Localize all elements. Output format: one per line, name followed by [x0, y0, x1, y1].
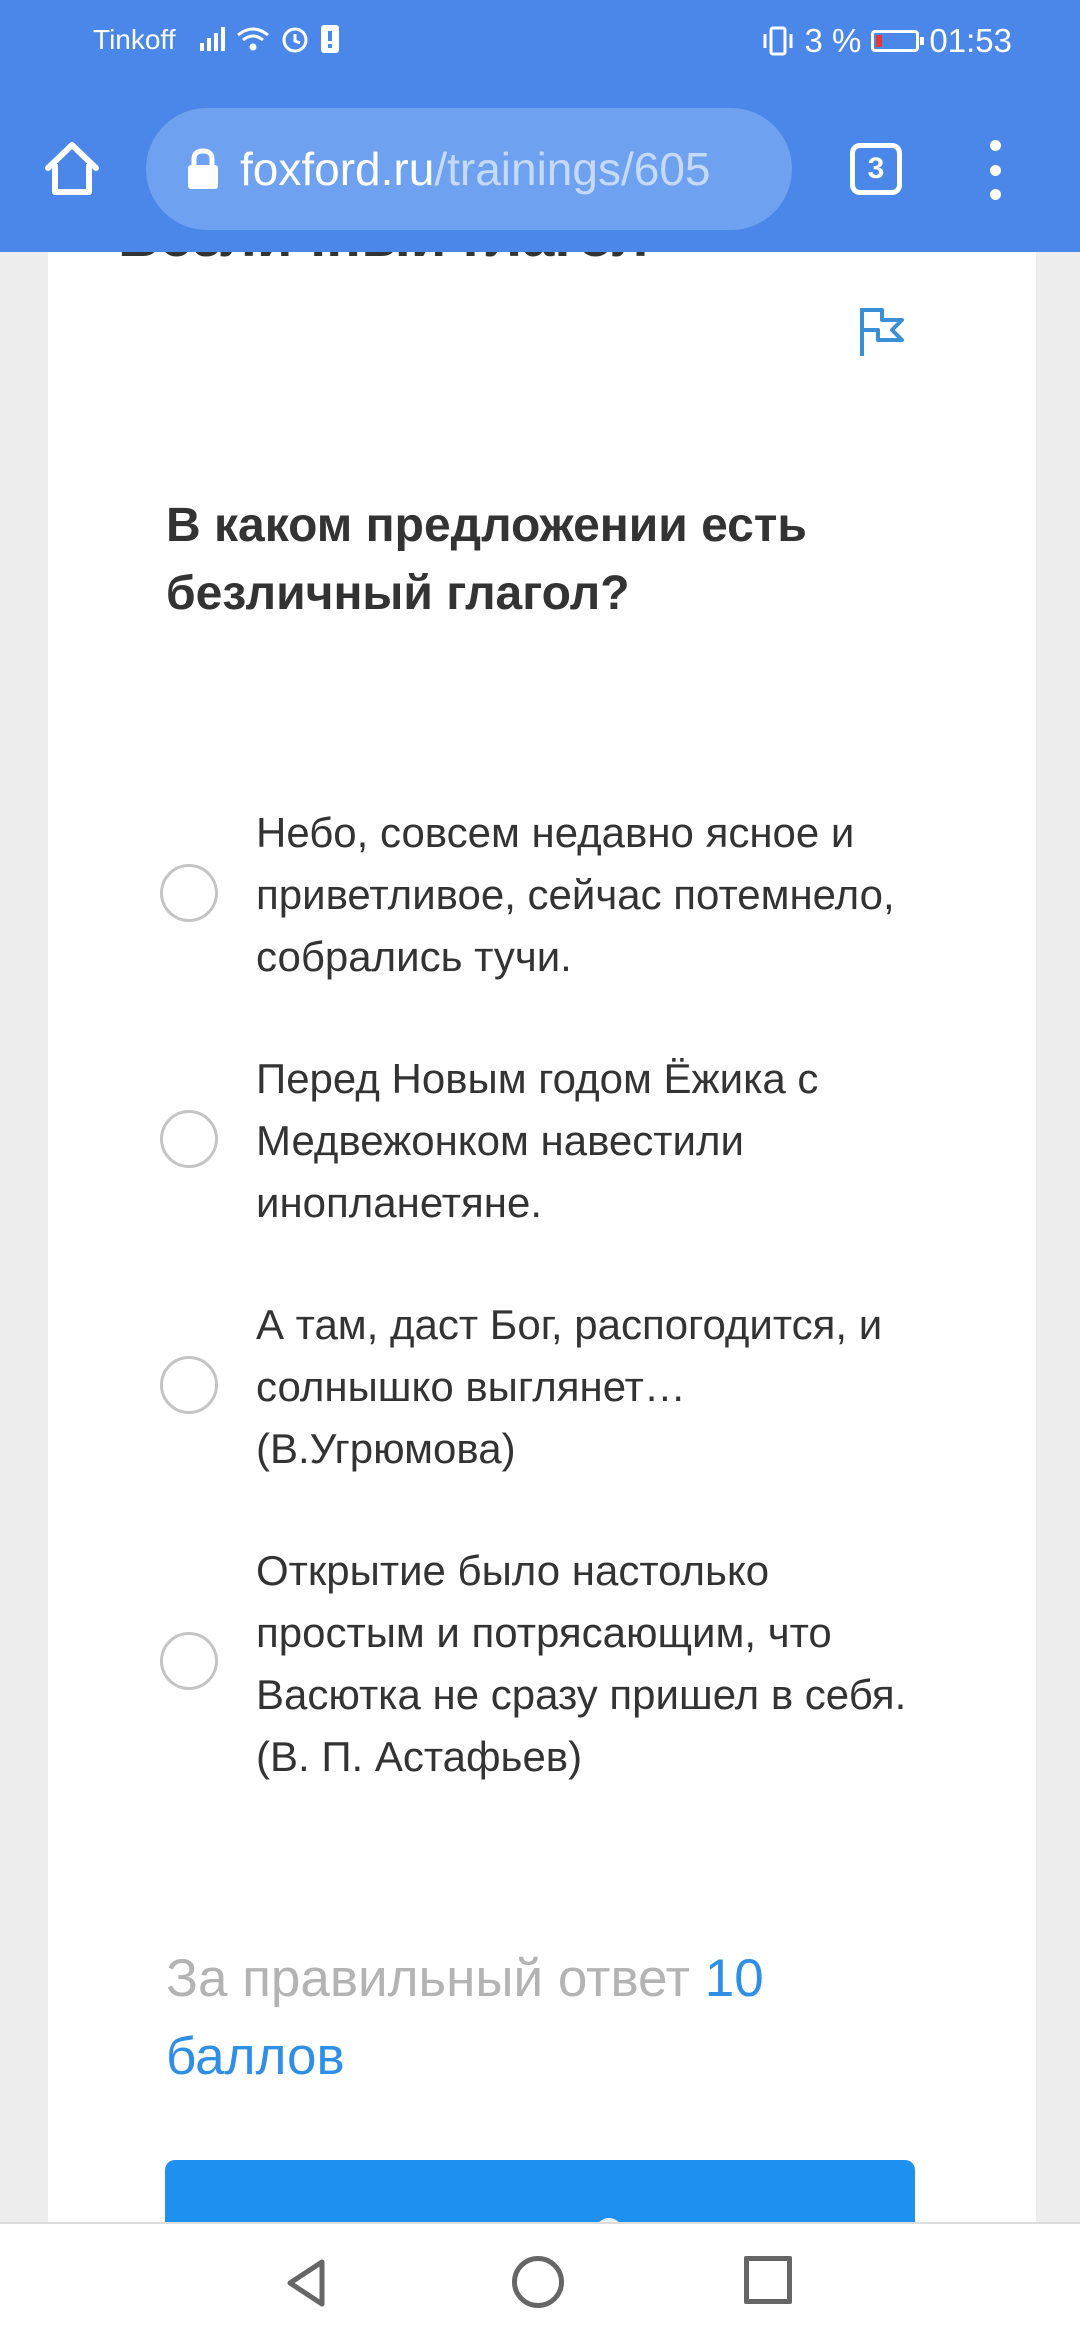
status-bar	[0, 0, 1080, 84]
vibrate-icon	[761, 26, 795, 56]
lock-icon	[186, 148, 220, 190]
recent-apps-icon[interactable]	[744, 2256, 792, 2304]
wifi-icon	[236, 26, 270, 52]
url-domain: foxford.ru	[240, 143, 435, 195]
url-text	[240, 142, 760, 196]
status-icons-left	[200, 24, 340, 54]
flag-icon[interactable]	[858, 306, 908, 358]
browser-toolbar	[0, 0, 1080, 252]
question-text: В каком предложении есть безличный глагол?	[166, 499, 807, 620]
score-info	[166, 1940, 866, 2096]
tab-count: 3	[867, 152, 885, 185]
url-path: /trainings/605	[434, 143, 711, 195]
radio-button[interactable]	[160, 1356, 218, 1414]
battery-percent: 3 %	[804, 22, 862, 59]
option-label: А там, даст Бог, распогодится, и солнышко выглянет… (В.Угрюмова)	[256, 1301, 883, 1472]
option-label: Небо, совсем недавно ясное и приветливое, сейчас потемнело, собрались тучи.	[256, 809, 895, 980]
battery-icon	[871, 30, 919, 52]
status-right	[761, 22, 1012, 60]
alarm-icon	[280, 24, 310, 54]
back-icon[interactable]	[282, 2258, 332, 2308]
radio-button[interactable]	[160, 1632, 218, 1690]
navigation-bar	[0, 2222, 1080, 2342]
tabs-icon[interactable]	[850, 143, 902, 195]
option-label: Перед Новым годом Ёжика с Медвежонком навестили инопланетяне.	[256, 1055, 819, 1226]
signal-icon	[200, 27, 226, 51]
score-value: 10 баллов	[166, 1949, 764, 2086]
carrier-label: Tinkoff	[93, 24, 176, 55]
menu-icon[interactable]	[980, 140, 1010, 200]
radio-button[interactable]	[160, 864, 218, 922]
score-prefix: За правильный ответ	[166, 1949, 690, 2008]
sim-alert-icon	[320, 24, 340, 54]
home-icon[interactable]	[42, 138, 102, 198]
clock: 01:53	[929, 22, 1012, 59]
address-bar[interactable]	[146, 108, 792, 230]
radio-button[interactable]	[160, 1110, 218, 1168]
home-circle-icon[interactable]	[512, 2256, 564, 2308]
option-label: Открытие было настолько простым и потрясающим, что Васютка не сразу пришел в себя. (В. П. Астафьев)	[256, 1547, 907, 1780]
